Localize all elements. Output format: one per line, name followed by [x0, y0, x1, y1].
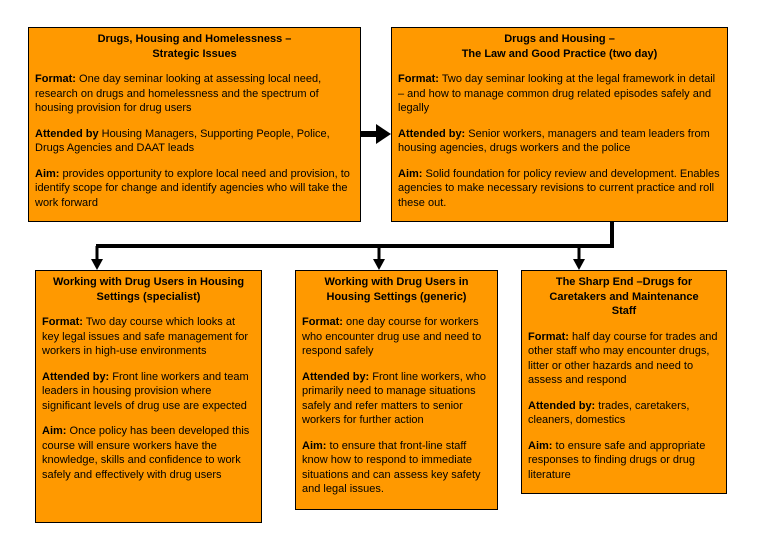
attended-section: Attended by: Front line workers, who primarily need to manage situations safely and refer matters to senior workers for further action [302, 370, 487, 427]
box-strategic-issues [28, 27, 361, 222]
attended-section: Attended by Housing Managers, Supporting People, Police, Drugs Agencies and DAAT leads [35, 127, 330, 155]
box-title: Drugs and Housing – The Law and Good Practice (two day) [461, 33, 658, 60]
box-law-and-good-practice [391, 27, 728, 222]
attended-section: Attended by: Front line workers and team leaders in housing provision where significant levels of drug use are expected [42, 370, 249, 412]
arrowhead-box3 [91, 259, 103, 270]
aim-section: Aim: provides opportunity to explore local need and provision, to identify scope for change and identify agencies who will take the work forward [35, 167, 350, 209]
format-section: Format: half day course for trades and other staff who may encounter drugs, litter or other hazards and need to assess and respond [528, 330, 718, 387]
box-specialist-course [35, 270, 262, 523]
attended-section: Attended by: Senior workers, managers and team leaders from housing agencies, drugs workers and the police [398, 127, 710, 155]
format-section: Format: One day seminar looking at assessing local need, research on drugs and homelessness and the spectrum of housing provision for drug users [35, 73, 322, 115]
box-title: Working with Drug Users in Housing Settings (specialist) [52, 276, 245, 303]
arrowhead-box2 [376, 124, 391, 144]
box-sharp-end-course [521, 270, 727, 494]
arrowhead-box5 [573, 259, 585, 270]
aim-section: Aim: Once policy has been developed this course will ensure workers have the knowledge, skills and confidence to work safely and effectively with drug users [42, 425, 250, 481]
aim-section: Aim: to ensure safe and appropriate responses to finding drugs or drug literature [528, 439, 706, 481]
box-title: Drugs, Housing and Homelessness – Strategic Issues [97, 33, 292, 60]
box-title: Working with Drug Users in Housing Settings (generic) [324, 276, 469, 303]
attended-section: Attended by: trades, caretakers, cleaners, domestics [528, 399, 690, 427]
aim-section: Aim: to ensure that front-line staff know how to respond to immediate situations and can assess key safety and legal issues. [302, 439, 481, 496]
box-title: The Sharp End –Drugs for Caretakers and Maintenance Staff [549, 276, 699, 318]
format-section: Format: Two day seminar looking at the legal framework in detail – and how to manage common drug related episodes safely and legally [398, 73, 716, 115]
format-section: Format: Two day course which looks at key legal issues and safe management for workers in high-use environments [42, 316, 249, 358]
aim-section: Aim: Solid foundation for policy review and development. Enables agencies to make necessary revisions to current practice and roll these out. [398, 167, 720, 209]
arrowhead-box4 [373, 259, 385, 270]
box-generic-course [295, 270, 498, 510]
format-section: Format: one day course for workers who encounter drug use and need to respond safely [302, 316, 482, 358]
